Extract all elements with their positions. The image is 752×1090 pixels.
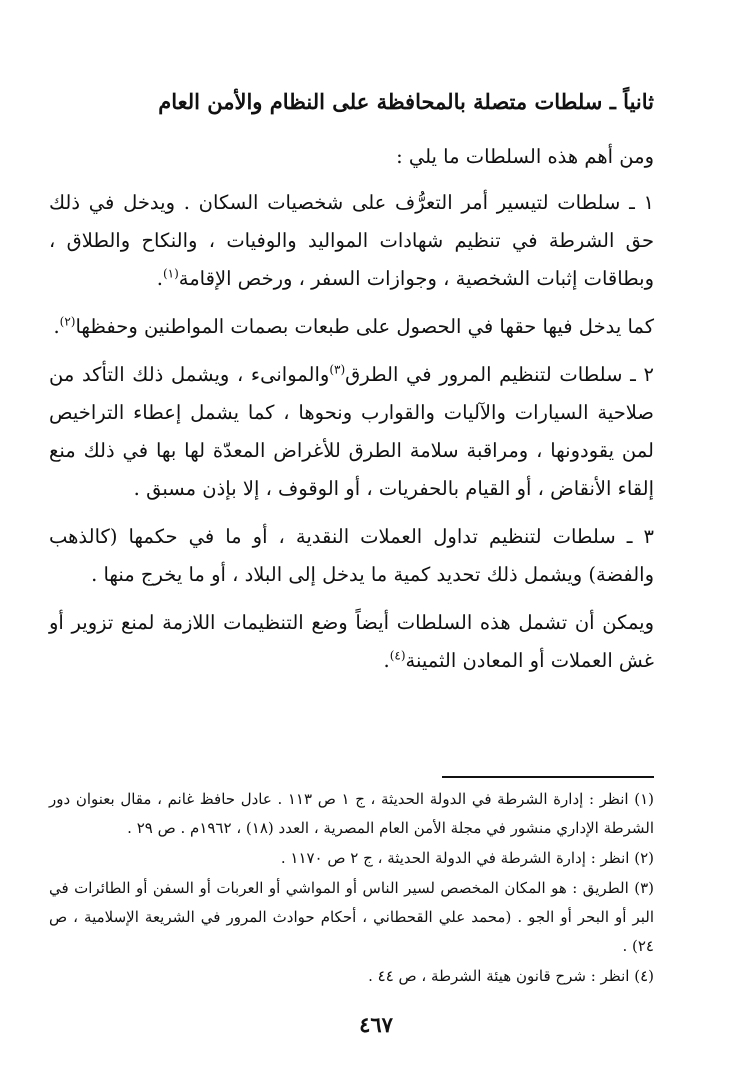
paragraph-text: كما يدخل فيها حقها في الحصول على طبعات بصمات المواطنين وحفظها xyxy=(75,315,654,338)
footnote-3: (٣) الطريق : هو المكان المخصص لسير الناس أو المواشي أو العربات أو السفن أو الطائرات في البر أو البحر أو الجو . (محمد علي القحطاني ، أحكام حوادث المرور في الشريعة الإسلامية ، ص ٢٤) . xyxy=(49,879,654,955)
intro-line: ومن أهم هذه السلطات ما يلي : xyxy=(396,145,654,168)
footnote-ref-4: (٤) xyxy=(389,648,406,663)
footnote-1: (١) انظر : إدارة الشرطة في الدولة الحديثة ، ج ١ ص ١١٣ . عادل حافظ غانم ، مقال بعنوان دور الشرطة الإداري منشور في مجلة الأمن العام المصرية ، العدد (١٨) ، ١٩٦٢م . ص ٢٩ . xyxy=(49,790,654,837)
footnote-ref-3: (٣) xyxy=(329,362,346,377)
paragraph-3: ٢ ـ سلطات لتنظيم المرور في الطرق$^{(٣)}$والموانىء ، ويشمل ذلك التأكد من صلاحية السيارات والآليات والقوارب ونحوها ، كما يشمل إعطاء التراخيص لمن يقودونها ، ومراقبة سلامة الطرق للأغراض المعدّة لها بها في ذلك منع إلقاء الأنقاض ، أو القيام بالحفريات ، أو الوقوف ، إلا بإذن مسبق . xyxy=(49,362,654,500)
footnote-divider xyxy=(442,776,654,778)
paragraph-4 xyxy=(49,518,654,594)
paragraph-5: ويمكن أن تشمل هذه السلطات أيضاً وضع التنظيمات اللازمة لمنع تزوير أو غش العملات أو المعادن الثمينة$^{(٤)}$. xyxy=(49,611,654,672)
paragraph-2: كما يدخل فيها حقها في الحصول على طبعات بصمات المواطنين وحفظها$^{(٢)}$. xyxy=(53,314,654,338)
page-number: ٤٦٧ xyxy=(359,1012,393,1037)
footnote-4: (٤) انظر : شرح قانون هيئة الشرطة ، ص ٤٤ . xyxy=(368,967,654,985)
paragraph-text: ٣ ـ سلطات لتنظيم تداول العملات النقدية ، أو ما في حكمها (كالذهب والفضة) ويشمل ذلك تحديد كمية ما يدخل إلى البلاد ، أو ما يخرج منها . xyxy=(49,525,654,586)
paragraph-text: ١ ـ سلطات لتيسير أمر التعرُّف على شخصيات السكان . ويدخل في ذلك حق الشرطة في تنظيم شهادات المواليد والوفيات ، والنكاح والطلاق ، وبطاقات إثبات الشخصية ، وجوازات السفر ، ورخص الإقامة xyxy=(49,191,654,290)
main-text xyxy=(49,138,654,690)
footnote-ref-2: (٢) xyxy=(59,314,76,329)
paragraph-text: ٢ ـ سلطات لتنظيم المرور في الطرق xyxy=(345,363,654,386)
paragraph-text: ويمكن أن تشمل هذه السلطات أيضاً وضع التنظيمات اللازمة لمنع تزوير أو غش العملات أو المعادن الثمينة xyxy=(49,611,654,672)
footnote-2: (٢) انظر : إدارة الشرطة في الدولة الحديثة ، ج ٢ ص ١١٧٠ . xyxy=(280,849,654,867)
footnote-ref-1: (١) xyxy=(162,266,179,281)
footnotes xyxy=(49,785,654,992)
paragraph-1: ١ ـ سلطات لتيسير أمر التعرُّف على شخصيات السكان . ويدخل في ذلك حق الشرطة في تنظيم شهادات المواليد والوفيات ، والنكاح والطلاق ، وبطاقات إثبات الشخصية ، وجوازات السفر ، ورخص الإقامة$^{(١)}$. xyxy=(49,191,654,290)
section-heading: ثانياً ـ سلطات متصلة بالمحافظة على النظام والأمن العام xyxy=(158,89,654,114)
